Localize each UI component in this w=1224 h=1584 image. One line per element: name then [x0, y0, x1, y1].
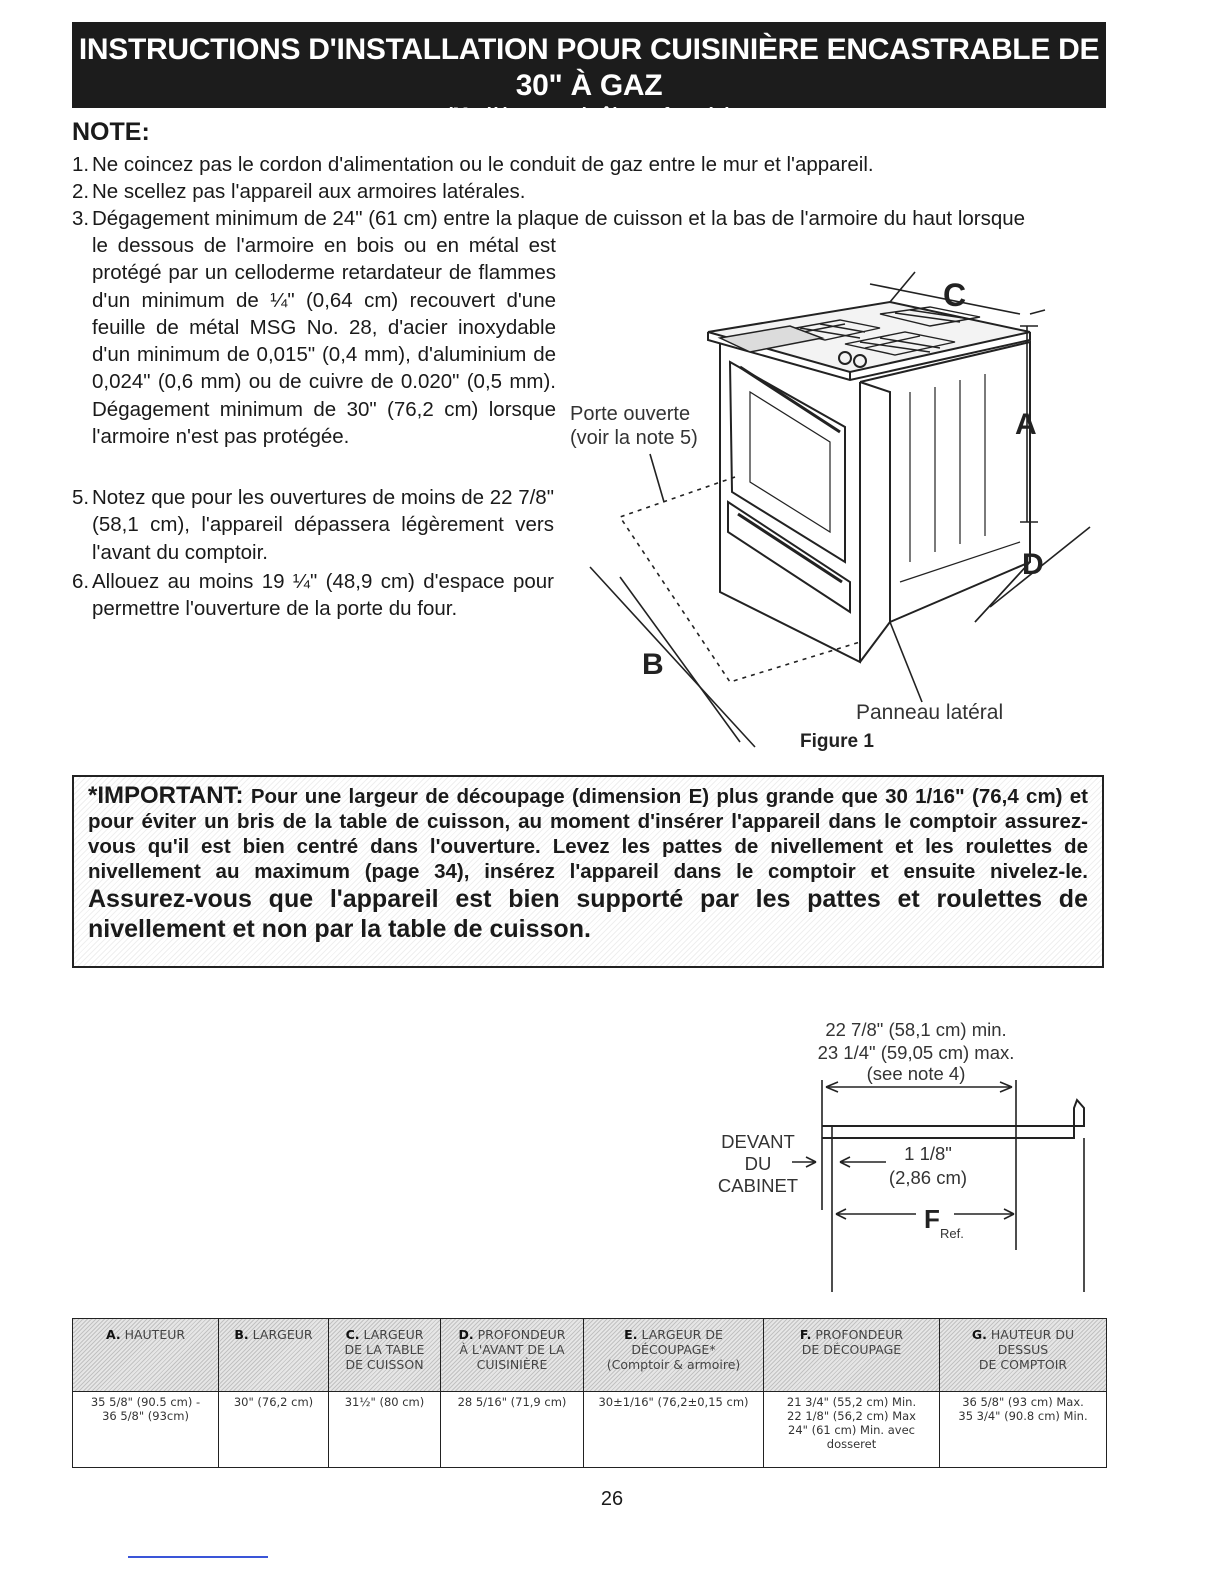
cell-line: 24" (61 cm) Min. avec	[788, 1423, 915, 1437]
header-text: LARGEUR DE	[641, 1327, 723, 1342]
door-open-label: Porte ouverte	[570, 403, 691, 425]
table-cell	[764, 1392, 940, 1468]
note-text-continued: le dessous de l'armoire en bois ou en métal est protégé par un celloderme retardateur de flammes d'un minimum de ¼" (0,64 cm) recouvert d'une feuille de métal MSG No. 28, d'acier inoxydable d'un minimum de 0,015" (0,4 mm), d'aluminium de 0,024" (0,6 mm) ou de cuivre de 0.020" (0,5 mm). Dégagement minimum de 30" (76,2 cm) lorsque l'armoire n'est pas protégée.	[92, 234, 556, 449]
range-drawing	[620, 302, 1030, 682]
note-heading: NOTE:	[72, 118, 150, 146]
table-cell	[73, 1392, 219, 1468]
cabinet-front-label-3: CABINET	[717, 1175, 799, 1196]
note-text: Notez que pour les ouvertures de moins de 22 7/8" (58,1 cm), l'appareil dépassera légèrement vers l'avant du comptoir.	[92, 486, 554, 564]
header-letter: E.	[624, 1327, 638, 1342]
see-note-label: (see note 4)	[866, 1063, 966, 1084]
dimension-b-label: B	[642, 648, 664, 681]
dimension-d-label: D	[1022, 548, 1044, 581]
table-cell	[584, 1392, 764, 1468]
figure-caption: Figure 1	[800, 731, 874, 752]
dimension-c-label: C	[943, 277, 967, 313]
table-header-cell	[764, 1319, 940, 1392]
note-text: Ne scellez pas l'appareil aux armoires latérales.	[92, 180, 526, 203]
important-label: *IMPORTANT:	[88, 782, 244, 809]
note-text: Allouez au moins 19 ¼" (48,9 cm) d'espace pour permettre l'ouverture de la porte du four.	[92, 570, 554, 621]
door-note-label: (voir la note 5)	[570, 427, 698, 449]
note-text: Ne coincez pas le cordon d'alimentation ou le conduit de gaz entre le mur et l'appareil.	[92, 153, 874, 176]
header-text: LARGEUR	[252, 1327, 313, 1342]
header-text: PROFONDEUR	[477, 1327, 566, 1342]
note-item	[72, 205, 1112, 232]
table-row	[73, 1392, 1107, 1468]
cell-line: 36 5/8" (93 cm) Max.	[962, 1395, 1084, 1409]
table-cell	[940, 1392, 1107, 1468]
cell-line: 30±1/16" (76,2±0,15 cm)	[598, 1395, 749, 1409]
table-header-cell	[329, 1319, 441, 1392]
important-emphasis: Assurez-vous que l'appareil est bien supporté par les pattes et roulettes de nivellement et non par la table de cuisson.	[88, 885, 1088, 943]
header-text: À L'AVANT DE LA	[459, 1342, 565, 1357]
header-text: DÉCOUPAGE*	[631, 1342, 716, 1357]
header-text: DE DÉCOUPAGE	[801, 1342, 902, 1357]
offset-inches: 1 1/8"	[904, 1143, 952, 1164]
cell-line: 35 5/8" (90.5 cm) -	[90, 1395, 201, 1409]
table-cell	[329, 1392, 441, 1468]
footer-link-rule	[128, 1556, 268, 1558]
header-text: HAUTEUR	[124, 1327, 186, 1342]
dimension-spec-table	[72, 1318, 1107, 1468]
note-item	[72, 151, 874, 178]
note-number: 2.	[72, 180, 90, 203]
cabinet-front-label-1: DEVANT	[721, 1131, 795, 1152]
cell-line: dosseret	[826, 1437, 877, 1451]
cell-line: 28 5/16" (71,9 cm)	[457, 1395, 567, 1409]
header-letter: D.	[458, 1327, 474, 1342]
page-number: 26	[600, 1488, 624, 1510]
cell-line: 35 3/4" (90.8 cm) Min.	[958, 1409, 1088, 1423]
cabinet-front-label-2: DU	[744, 1153, 772, 1174]
table-header-row	[73, 1319, 1107, 1392]
header-text: PROFONDEUR	[815, 1327, 904, 1342]
header-text: DE COMPTOIR	[978, 1357, 1068, 1372]
cell-line: 36 5/8" (93cm)	[102, 1409, 189, 1423]
note-number: 6.	[72, 570, 90, 593]
cabinet-cutout-diagram	[700, 1010, 1110, 1300]
header-letter: A.	[105, 1327, 121, 1342]
important-notice	[72, 775, 1104, 968]
cell-line: 21 3/4" (55,2 cm) Min.	[786, 1395, 917, 1409]
header-banner	[72, 22, 1106, 126]
range-installation-figure	[560, 262, 1120, 762]
table-header-cell	[219, 1319, 329, 1392]
header-text: DESSUS	[997, 1342, 1049, 1357]
table-cell	[441, 1392, 584, 1468]
header-text: HAUTEUR DU	[990, 1327, 1075, 1342]
header-letter: F.	[799, 1327, 812, 1342]
note-item	[72, 568, 556, 623]
cell-line: 22 1/8" (56,2 cm) Max	[787, 1409, 916, 1423]
table-cell	[219, 1392, 329, 1468]
header-text: DE LA TABLE	[344, 1342, 425, 1357]
header-letter: C.	[345, 1327, 360, 1342]
dimension-a-label: A	[1015, 408, 1037, 441]
note-item	[72, 178, 525, 205]
header-text: (Comptoir & armoire)	[606, 1357, 741, 1372]
cutout-width-min: 22 7/8" (58,1 cm) min.	[825, 1019, 1007, 1040]
cutout-width-max: 23 1/4" (59,05 cm) max.	[817, 1042, 1015, 1063]
header-text: CUISINIÈRE	[476, 1357, 548, 1372]
note-text: Dégagement minimum de 24" (61 cm) entre la plaque de cuisson et la bas de l'armoire du haut lorsque	[92, 207, 1026, 230]
header-text: DE CUISSON	[345, 1357, 424, 1372]
cell-line: 30" (76,2 cm)	[233, 1395, 314, 1409]
table-header-cell	[73, 1319, 219, 1392]
cell-line: 31½" (80 cm)	[344, 1395, 425, 1409]
dimension-f-sub: Ref.	[940, 1226, 964, 1241]
table-header-cell	[940, 1319, 1107, 1392]
note-number: 3.	[72, 207, 90, 230]
dimension-f-label: F	[924, 1204, 940, 1234]
table-header-cell	[584, 1319, 764, 1392]
offset-cm: (2,86 cm)	[888, 1167, 968, 1188]
header-letter: G.	[971, 1327, 987, 1342]
header-text: LARGEUR	[363, 1327, 424, 1342]
header-letter: B.	[234, 1327, 249, 1342]
page-title: INSTRUCTIONS D'INSTALLATION POUR CUISINIÈRE ENCASTRABLE DE 30" À GAZ	[78, 33, 1100, 102]
note-number: 5.	[72, 486, 90, 509]
page-subtitle: (Modèles avec brûleurs fermés)	[446, 105, 732, 126]
table-header-cell	[441, 1319, 584, 1392]
side-panel-label: Panneau latéral	[856, 701, 1004, 724]
important-text: Pour une largeur de découpage (dimension E) plus grande que 30 1/16" (76,4 cm) et pour éviter un bris de la table de cuisson, au moment d'insérer l'appareil dans le comptoir assurez-vous qu'il est bien centré dans l'ouverture. Levez les pattes de nivellement et les roulettes de nivellement au maximum (page 34), insérez l'appareil dans le comptoir et ensuite nivelez-le.	[88, 785, 1088, 883]
note-item	[72, 484, 556, 566]
note-number: 1.	[72, 153, 90, 176]
